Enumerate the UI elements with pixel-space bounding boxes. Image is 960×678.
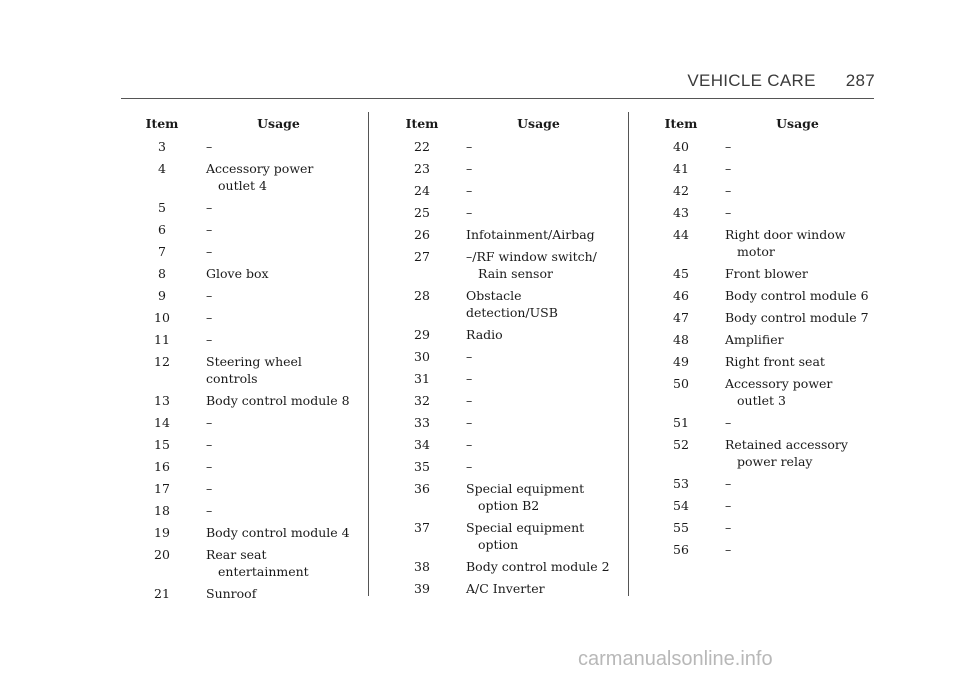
usage-line: – [206, 244, 213, 259]
item-number: 43 [673, 205, 689, 220]
table-row [376, 160, 616, 177]
usage-line: Body control module 6 [725, 288, 869, 303]
table-row [635, 287, 875, 304]
usage-line: – [206, 459, 213, 474]
item-number: 4 [158, 161, 166, 176]
table-header-row [116, 116, 356, 138]
usage-text [466, 326, 616, 343]
item-number: 12 [154, 354, 170, 369]
table-row [376, 138, 616, 155]
item-number: 13 [154, 393, 170, 408]
usage-text [466, 392, 616, 409]
watermark: carmanualsonline.info [578, 648, 773, 670]
item-number: 30 [414, 349, 430, 364]
usage-line: Rear seat [206, 547, 267, 562]
usage-line: – [206, 332, 213, 347]
usage-line: – [206, 437, 213, 452]
usage-text [466, 226, 616, 243]
table-row [116, 309, 356, 326]
usage-text [725, 519, 875, 536]
item-number: 34 [414, 437, 430, 452]
usage-line: entertainment [218, 564, 309, 579]
item-number: 52 [673, 437, 689, 452]
table-row [376, 458, 616, 475]
page-number: 287 [845, 71, 875, 90]
usage-text [206, 353, 356, 387]
usage-line: – [206, 200, 213, 215]
usage-line: option [478, 537, 519, 552]
usage-column-header: Usage [517, 116, 560, 131]
table-row [376, 519, 616, 553]
item-column-header: Item [145, 116, 179, 131]
table-row [635, 541, 875, 558]
usage-line: motor [737, 244, 775, 259]
usage-line: – [725, 205, 732, 220]
usage-line: – [725, 415, 732, 430]
usage-text [206, 287, 356, 304]
usage-line: Sunroof [206, 586, 257, 601]
usage-text [206, 414, 356, 431]
item-number: 39 [414, 581, 430, 596]
usage-text [466, 204, 616, 221]
usage-text [725, 226, 875, 260]
fuse-table-column-1 [116, 116, 356, 607]
usage-text [206, 265, 356, 282]
table-row [635, 353, 875, 370]
usage-line: – [725, 520, 732, 535]
table-row [635, 436, 875, 470]
usage-line: Body control module 2 [466, 559, 610, 574]
usage-line: outlet 3 [737, 393, 786, 408]
item-number: 54 [673, 498, 689, 513]
item-number: 24 [414, 183, 430, 198]
usage-line: – [206, 222, 213, 237]
table-row [376, 348, 616, 365]
item-number: 29 [414, 327, 430, 342]
fuse-table-column-3 [635, 116, 875, 563]
usage-line: – [466, 183, 473, 198]
usage-line: – [206, 415, 213, 430]
usage-line: option B2 [478, 498, 540, 513]
table-row [116, 392, 356, 409]
item-number: 40 [673, 139, 689, 154]
usage-text [206, 585, 356, 602]
item-number: 56 [673, 542, 689, 557]
item-number: 36 [414, 481, 430, 496]
table-row [376, 326, 616, 343]
table-row [635, 204, 875, 221]
item-number: 33 [414, 415, 430, 430]
usage-line: – [725, 476, 732, 491]
item-number: 15 [154, 437, 170, 452]
table-row [635, 414, 875, 431]
table-row [116, 458, 356, 475]
usage-line: Front blower [725, 266, 808, 281]
item-number: 35 [414, 459, 430, 474]
usage-line: Accessory power [725, 376, 833, 391]
table-header-row [376, 116, 616, 138]
table-row [116, 353, 356, 387]
usage-line: Radio [466, 327, 503, 342]
table-row [376, 392, 616, 409]
usage-text [206, 436, 356, 453]
usage-text [725, 497, 875, 514]
usage-line: – [466, 371, 473, 386]
item-number: 42 [673, 183, 689, 198]
usage-text [466, 160, 616, 177]
fuse-table-column-2 [376, 116, 616, 602]
usage-line: Rain sensor [478, 266, 553, 281]
item-number: 25 [414, 205, 430, 220]
item-number: 22 [414, 139, 430, 154]
item-number: 46 [673, 288, 689, 303]
item-number: 5 [158, 200, 166, 215]
table-row [635, 160, 875, 177]
item-number: 20 [154, 547, 170, 562]
table-row [116, 243, 356, 260]
item-number: 19 [154, 525, 170, 540]
column-divider [368, 112, 369, 596]
item-number: 3 [158, 139, 166, 154]
usage-column-header: Usage [776, 116, 819, 131]
table-row [116, 524, 356, 541]
item-number: 6 [158, 222, 166, 237]
item-number: 16 [154, 459, 170, 474]
table-row [635, 226, 875, 260]
table-row [376, 480, 616, 514]
usage-line: Special equipment [466, 520, 585, 535]
column-divider [628, 112, 629, 596]
usage-text [466, 248, 616, 282]
item-number: 51 [673, 415, 689, 430]
usage-line: A/C Inverter [466, 581, 545, 596]
usage-text [725, 541, 875, 558]
table-row [376, 370, 616, 387]
usage-text [725, 414, 875, 431]
table-row [635, 138, 875, 155]
item-column-header: Item [664, 116, 698, 131]
table-row [635, 375, 875, 409]
usage-line: – [206, 481, 213, 496]
usage-text [725, 375, 875, 409]
usage-text [725, 182, 875, 199]
usage-text [466, 414, 616, 431]
usage-text [725, 265, 875, 282]
header-rule [121, 98, 874, 99]
item-number: 10 [154, 310, 170, 325]
item-number: 18 [154, 503, 170, 518]
usage-text [725, 436, 875, 470]
usage-text [206, 160, 356, 194]
usage-line: Retained accessory [725, 437, 848, 452]
item-number: 28 [414, 288, 430, 303]
usage-text [725, 138, 875, 155]
item-number: 26 [414, 227, 430, 242]
item-number: 8 [158, 266, 166, 281]
usage-text [206, 458, 356, 475]
usage-text [725, 204, 875, 221]
usage-line: – [466, 139, 473, 154]
usage-text [466, 558, 616, 575]
table-header-row [635, 116, 875, 138]
usage-text [466, 138, 616, 155]
usage-line: Accessory power [206, 161, 314, 176]
usage-text [725, 309, 875, 326]
table-row [376, 204, 616, 221]
usage-text [725, 331, 875, 348]
usage-text [206, 243, 356, 260]
usage-text [206, 221, 356, 238]
usage-column-header: Usage [257, 116, 300, 131]
usage-text [466, 480, 616, 514]
usage-line: – [466, 437, 473, 452]
usage-line: – [466, 205, 473, 220]
usage-line: – [206, 139, 213, 154]
table-row [376, 436, 616, 453]
table-row [635, 309, 875, 326]
item-number: 53 [673, 476, 689, 491]
usage-text [206, 546, 356, 580]
table-row [376, 558, 616, 575]
usage-text [466, 370, 616, 387]
usage-line: Body control module 7 [725, 310, 869, 325]
item-number: 44 [673, 227, 689, 242]
usage-text [466, 348, 616, 365]
table-row [116, 414, 356, 431]
usage-text [206, 309, 356, 326]
item-number: 14 [154, 415, 170, 430]
table-row [116, 436, 356, 453]
table-row [116, 199, 356, 216]
item-number: 27 [414, 249, 430, 264]
item-number: 50 [673, 376, 689, 391]
usage-line: – [206, 310, 213, 325]
table-row [376, 580, 616, 597]
usage-text [725, 160, 875, 177]
usage-text [466, 580, 616, 597]
table-row [116, 331, 356, 348]
item-number: 47 [673, 310, 689, 325]
item-number: 41 [673, 161, 689, 176]
item-number: 23 [414, 161, 430, 176]
usage-text [206, 138, 356, 155]
table-row [116, 160, 356, 194]
usage-text [466, 287, 616, 321]
usage-text [206, 331, 356, 348]
usage-line: – [725, 139, 732, 154]
usage-text [466, 519, 616, 553]
table-row [635, 519, 875, 536]
item-number: 9 [158, 288, 166, 303]
item-number: 32 [414, 393, 430, 408]
usage-text [206, 502, 356, 519]
usage-text [466, 436, 616, 453]
table-row [376, 182, 616, 199]
table-row [116, 221, 356, 238]
table-row [116, 546, 356, 580]
usage-text [725, 353, 875, 370]
page-header [687, 71, 875, 91]
table-row [635, 182, 875, 199]
usage-text [725, 287, 875, 304]
item-number: 11 [154, 332, 170, 347]
table-row [116, 287, 356, 304]
table-row [376, 287, 616, 321]
usage-text [206, 392, 356, 409]
usage-text [206, 524, 356, 541]
usage-line: – [466, 415, 473, 430]
usage-line: – [466, 393, 473, 408]
item-number: 48 [673, 332, 689, 347]
table-row [116, 480, 356, 497]
table-row [376, 414, 616, 431]
item-number: 31 [414, 371, 430, 386]
table-row [116, 265, 356, 282]
item-number: 38 [414, 559, 430, 574]
table-row [376, 248, 616, 282]
usage-line: Body control module 4 [206, 525, 350, 540]
usage-line: Steering wheel controls [206, 354, 302, 386]
item-number: 45 [673, 266, 689, 281]
usage-text [725, 475, 875, 492]
table-row [116, 138, 356, 155]
table-row [116, 585, 356, 602]
usage-line: – [725, 498, 732, 513]
usage-line: – [466, 459, 473, 474]
usage-text [206, 480, 356, 497]
usage-line: Infotainment/Airbag [466, 227, 595, 242]
section-title: VEHICLE CARE [687, 71, 816, 90]
table-row [635, 475, 875, 492]
item-column-header: Item [405, 116, 439, 131]
usage-line: – [725, 542, 732, 557]
usage-line: Amplifier [725, 332, 784, 347]
usage-line: – [206, 288, 213, 303]
usage-line: – [725, 183, 732, 198]
usage-text [206, 199, 356, 216]
usage-line: Right door window [725, 227, 846, 242]
usage-line: Obstacle detection/USB [466, 288, 558, 320]
table-row [376, 226, 616, 243]
item-number: 7 [158, 244, 166, 259]
usage-line: – [206, 503, 213, 518]
table-row [635, 331, 875, 348]
usage-line: power relay [737, 454, 813, 469]
item-number: 37 [414, 520, 430, 535]
usage-line: – [725, 161, 732, 176]
item-number: 49 [673, 354, 689, 369]
item-number: 17 [154, 481, 170, 496]
table-row [635, 265, 875, 282]
usage-line: Glove box [206, 266, 269, 281]
usage-text [466, 458, 616, 475]
item-number: 55 [673, 520, 689, 535]
usage-line: –/RF window switch/ [466, 249, 597, 264]
usage-line: Right front seat [725, 354, 825, 369]
usage-line: – [466, 161, 473, 176]
usage-line: – [466, 349, 473, 364]
usage-line: outlet 4 [218, 178, 267, 193]
item-number: 21 [154, 586, 170, 601]
usage-line: Body control module 8 [206, 393, 350, 408]
table-row [635, 497, 875, 514]
table-row [116, 502, 356, 519]
usage-line: Special equipment [466, 481, 585, 496]
usage-text [466, 182, 616, 199]
